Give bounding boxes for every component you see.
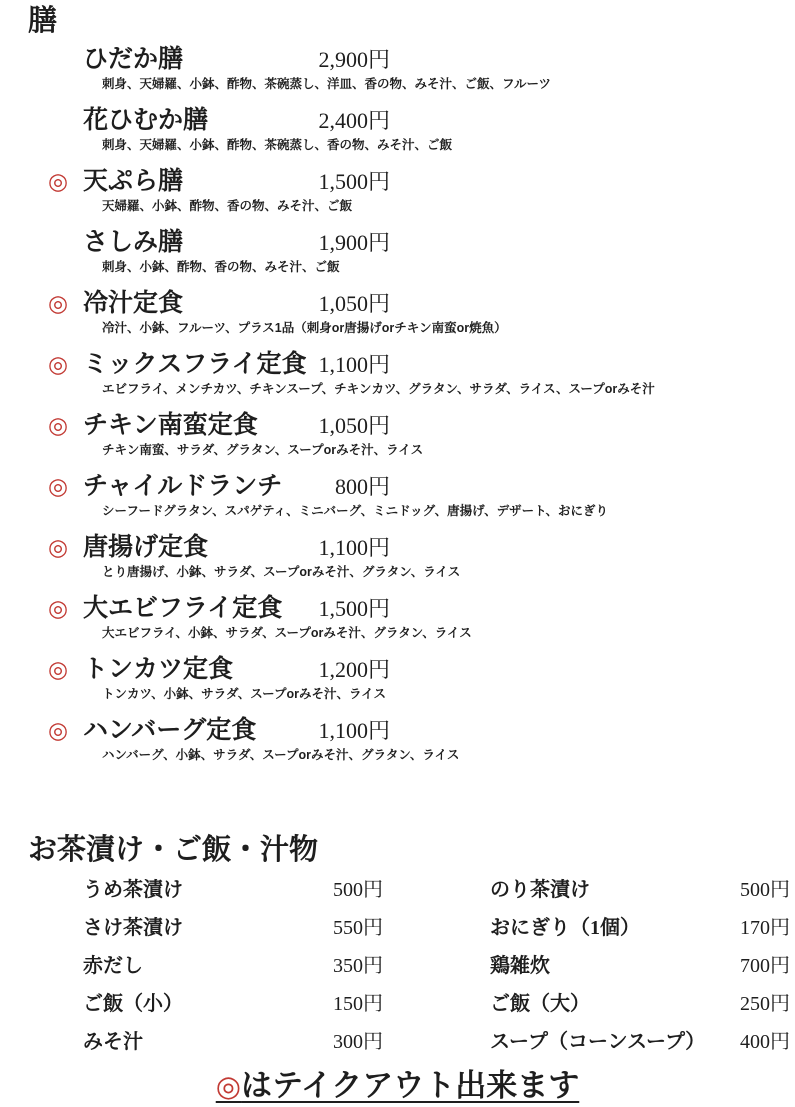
item-price: 1,500円 xyxy=(318,169,390,194)
menu-item-head xyxy=(48,289,390,319)
item-name: チャイルドランチ xyxy=(83,473,283,500)
menu-item xyxy=(83,1030,383,1055)
item-name: みそ汁 xyxy=(83,1031,143,1053)
item-description: トンカツ、小鉢、サラダ、スープorみそ汁、ライス xyxy=(102,687,387,701)
takeout-note xyxy=(0,1068,795,1104)
menu-item xyxy=(83,878,383,903)
menu-item-head xyxy=(48,533,390,563)
item-price: 170円 xyxy=(740,917,790,939)
item-price: 800円 xyxy=(334,474,390,499)
item-name: 大エビフライ定食 xyxy=(83,595,283,622)
menu-item xyxy=(0,472,795,520)
menu-item xyxy=(0,289,795,337)
item-description: 刺身、天婦羅、小鉢、酢物、茶碗蒸し、香の物、みそ汁、ご飯 xyxy=(102,138,453,152)
item-price: 150円 xyxy=(333,993,383,1015)
item-name: 唐揚げ定食 xyxy=(83,534,209,561)
item-name: さけ茶漬け xyxy=(83,917,183,939)
item-price: 1,100円 xyxy=(318,352,390,377)
item-price: 350円 xyxy=(333,955,383,977)
menu-item xyxy=(0,167,795,215)
item-description: エビフライ、メンチカツ、チキンスープ、チキンカツ、グラタン、サラダ、ライス、スープorみそ汁 xyxy=(102,382,655,396)
ochazuke-item-grid xyxy=(0,878,795,1055)
section-title-ochazuke-gohan-shirumono: お茶漬け・ご飯・汁物 xyxy=(28,834,319,866)
item-name: 天ぷら膳 xyxy=(83,168,184,195)
item-name: チキン南蛮定食 xyxy=(83,412,258,439)
item-price: 1,900円 xyxy=(318,230,390,255)
menu-item xyxy=(0,350,795,398)
menu-item xyxy=(490,954,790,979)
takeout-available-icon: ◎ xyxy=(215,1069,242,1103)
item-name: 冷汁定食 xyxy=(83,290,184,317)
menu-item-head xyxy=(48,106,390,136)
grid-row xyxy=(0,878,795,903)
takeout-available-icon: ◎ xyxy=(48,291,69,317)
menu-item-head xyxy=(48,594,390,624)
menu-item xyxy=(0,533,795,581)
item-description: 天婦羅、小鉢、酢物、香の物、みそ汁、ご飯 xyxy=(102,199,353,213)
item-description: とり唐揚げ、小鉢、サラダ、スープorみそ汁、グラタン、ライス xyxy=(102,565,461,579)
item-price: 1,050円 xyxy=(318,413,390,438)
menu-item xyxy=(83,954,383,979)
menu-item-head xyxy=(48,167,390,197)
menu-item xyxy=(490,992,790,1017)
menu-item xyxy=(490,916,790,941)
menu-item xyxy=(0,45,795,93)
item-description: ハンバーグ、小鉢、サラダ、スープorみそ汁、グラタン、ライス xyxy=(102,748,460,762)
item-price: 550円 xyxy=(333,917,383,939)
menu-item-head xyxy=(48,655,390,685)
item-price: 2,400円 xyxy=(318,108,390,133)
item-name: おにぎり（1個） xyxy=(490,917,640,939)
menu-item-head xyxy=(48,472,390,502)
menu-item xyxy=(490,878,790,903)
item-name: スープ（コーンスープ） xyxy=(490,1031,706,1053)
takeout-available-icon: ◎ xyxy=(48,474,69,500)
item-price: 1,100円 xyxy=(318,718,390,743)
grid-row xyxy=(0,992,795,1017)
item-name: 鶏雑炊 xyxy=(490,955,550,977)
item-description: 刺身、小鉢、酢物、香の物、みそ汁、ご飯 xyxy=(102,260,340,274)
menu-item-head xyxy=(48,228,390,258)
item-price: 1,500円 xyxy=(318,596,390,621)
takeout-available-icon: ◎ xyxy=(48,169,69,195)
grid-row xyxy=(0,916,795,941)
item-name: ミックスフライ定食 xyxy=(83,351,307,378)
takeout-available-icon: ◎ xyxy=(48,718,69,744)
takeout-available-icon: ◎ xyxy=(48,413,69,439)
takeout-available-icon: ◎ xyxy=(48,596,69,622)
item-price: 2,900円 xyxy=(318,47,390,72)
grid-row xyxy=(0,1030,795,1055)
menu-item-head xyxy=(48,411,390,441)
section-title-zen: 膳 xyxy=(28,5,58,37)
item-name: ひだか膳 xyxy=(83,46,184,73)
item-price: 1,100円 xyxy=(318,535,390,560)
item-price: 400円 xyxy=(740,1031,790,1053)
item-name: トンカツ定食 xyxy=(83,656,234,683)
takeout-available-icon: ◎ xyxy=(48,352,69,378)
item-name: うめ茶漬け xyxy=(83,879,183,901)
item-price: 700円 xyxy=(740,955,790,977)
item-price: 1,200円 xyxy=(318,657,390,682)
menu-item xyxy=(0,594,795,642)
item-price: 1,050円 xyxy=(318,291,390,316)
menu-item xyxy=(0,106,795,154)
item-name: のり茶漬け xyxy=(490,879,590,901)
item-name: ご飯（大） xyxy=(490,993,590,1015)
item-name: 花ひむか膳 xyxy=(83,107,209,134)
grid-row xyxy=(0,954,795,979)
item-price: 500円 xyxy=(333,879,383,901)
menu-item xyxy=(83,992,383,1017)
item-name: 赤だし xyxy=(83,955,143,977)
menu-item xyxy=(0,716,795,764)
item-description: チキン南蛮、サラダ、グラタン、スープorみそ汁、ライス xyxy=(102,443,424,457)
zen-item-list xyxy=(0,45,795,764)
menu-item-head xyxy=(48,350,390,380)
takeout-available-icon: ◎ xyxy=(48,535,69,561)
item-price: 500円 xyxy=(740,879,790,901)
takeout-note-text: はテイクアウト出来ます xyxy=(241,1068,580,1103)
item-description: 冷汁、小鉢、フルーツ、プラス1品（刺身or唐揚げorチキン南蛮or焼魚） xyxy=(102,321,507,335)
menu-item-head xyxy=(48,716,390,746)
item-name: ハンバーグ定食 xyxy=(83,717,257,744)
item-description: 刺身、天婦羅、小鉢、酢物、茶碗蒸し、洋皿、香の物、みそ汁、ご飯、フルーツ xyxy=(102,77,552,91)
menu-item xyxy=(83,916,383,941)
takeout-available-icon: ◎ xyxy=(48,657,69,683)
menu-item xyxy=(0,655,795,703)
item-name: ご飯（小） xyxy=(83,993,183,1015)
item-description: 大エビフライ、小鉢、サラダ、スープorみそ汁、グラタン、ライス xyxy=(102,626,472,640)
menu-item xyxy=(0,228,795,276)
item-name: さしみ膳 xyxy=(83,229,184,256)
item-price: 300円 xyxy=(333,1031,383,1053)
item-price: 250円 xyxy=(740,993,790,1015)
menu-item xyxy=(490,1030,790,1055)
item-description: シーフードグラタン、スパゲティ、ミニバーグ、ミニドッグ、唐揚げ、デザート、おにぎり xyxy=(102,504,609,518)
menu-item-head xyxy=(48,45,390,75)
menu-item xyxy=(0,411,795,459)
